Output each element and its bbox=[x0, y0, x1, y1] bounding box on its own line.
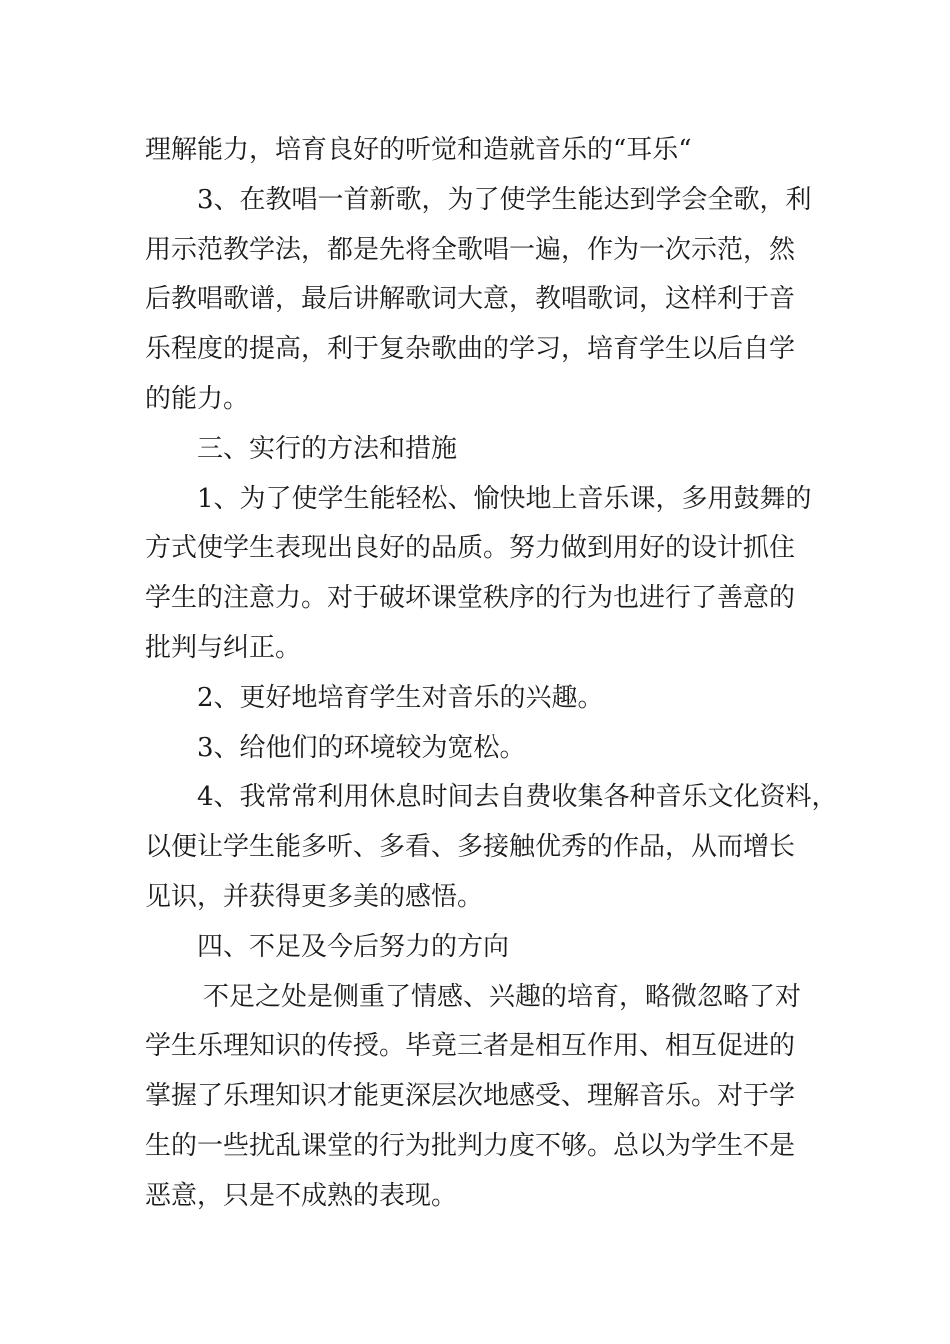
text-line: 3、在教唱一首新歌，为了使学生能达到学会全歌，利 bbox=[197, 184, 812, 215]
text-line: 方式使学生表现出良好的品质。努力做到用好的设计抓住 bbox=[145, 533, 796, 564]
text-line: 后教唱歌谱，最后讲解歌词大意，教唱歌词，这样利于音 bbox=[145, 284, 796, 315]
section-heading: 三、实行的方法和措施 bbox=[197, 433, 458, 464]
text-line: 理解能力，培育良好的听觉和造就音乐的“耳乐“ bbox=[145, 135, 692, 165]
text-line: 不足之处是侧重了情感、兴趣的培育，略微忽略了对 bbox=[203, 981, 802, 1012]
text-line: 的能力。 bbox=[145, 383, 250, 414]
text-line: 学生乐理知识的传授。毕竟三者是相互作用、相互促进的 bbox=[145, 1031, 796, 1062]
text-line: 见识，并获得更多美的感悟。 bbox=[145, 881, 484, 912]
section-heading: 四、不足及今后努力的方向 bbox=[197, 931, 510, 962]
text-line: 恶意，只是不成熟的表现。 bbox=[145, 1180, 458, 1211]
text-line: 批判与纠正。 bbox=[145, 632, 302, 663]
text-line: 生的一些扰乱课堂的行为批判力度不够。总以为学生不是 bbox=[145, 1130, 796, 1161]
text-line: 用示范教学法，都是先将全歌唱一遍，作为一次示范，然 bbox=[145, 234, 796, 265]
body-text bbox=[145, 126, 838, 1222]
text-line: 学生的注意力。对于破坏课堂秩序的行为也进行了善意的 bbox=[145, 583, 796, 614]
text-line: 1、为了使学生能轻松、愉快地上音乐课，多用鼓舞的 bbox=[197, 483, 812, 514]
text-line: 2、更好地培育学生对音乐的兴趣。 bbox=[197, 682, 604, 713]
text-line: 4、我常常利用休息时间去自费收集各种音乐文化资料， bbox=[197, 782, 838, 813]
text-line: 3、给他们的环境较为宽松。 bbox=[197, 732, 526, 763]
text-line: 乐程度的提高，利于复杂歌曲的学习，培育学生以后自学 bbox=[145, 334, 796, 365]
text-line: 掌握了乐理知识才能更深层次地感受、理解音乐。对于学 bbox=[145, 1081, 796, 1112]
text-line: 以便让学生能多听、多看、多接触优秀的作品，从而增长 bbox=[145, 832, 796, 863]
